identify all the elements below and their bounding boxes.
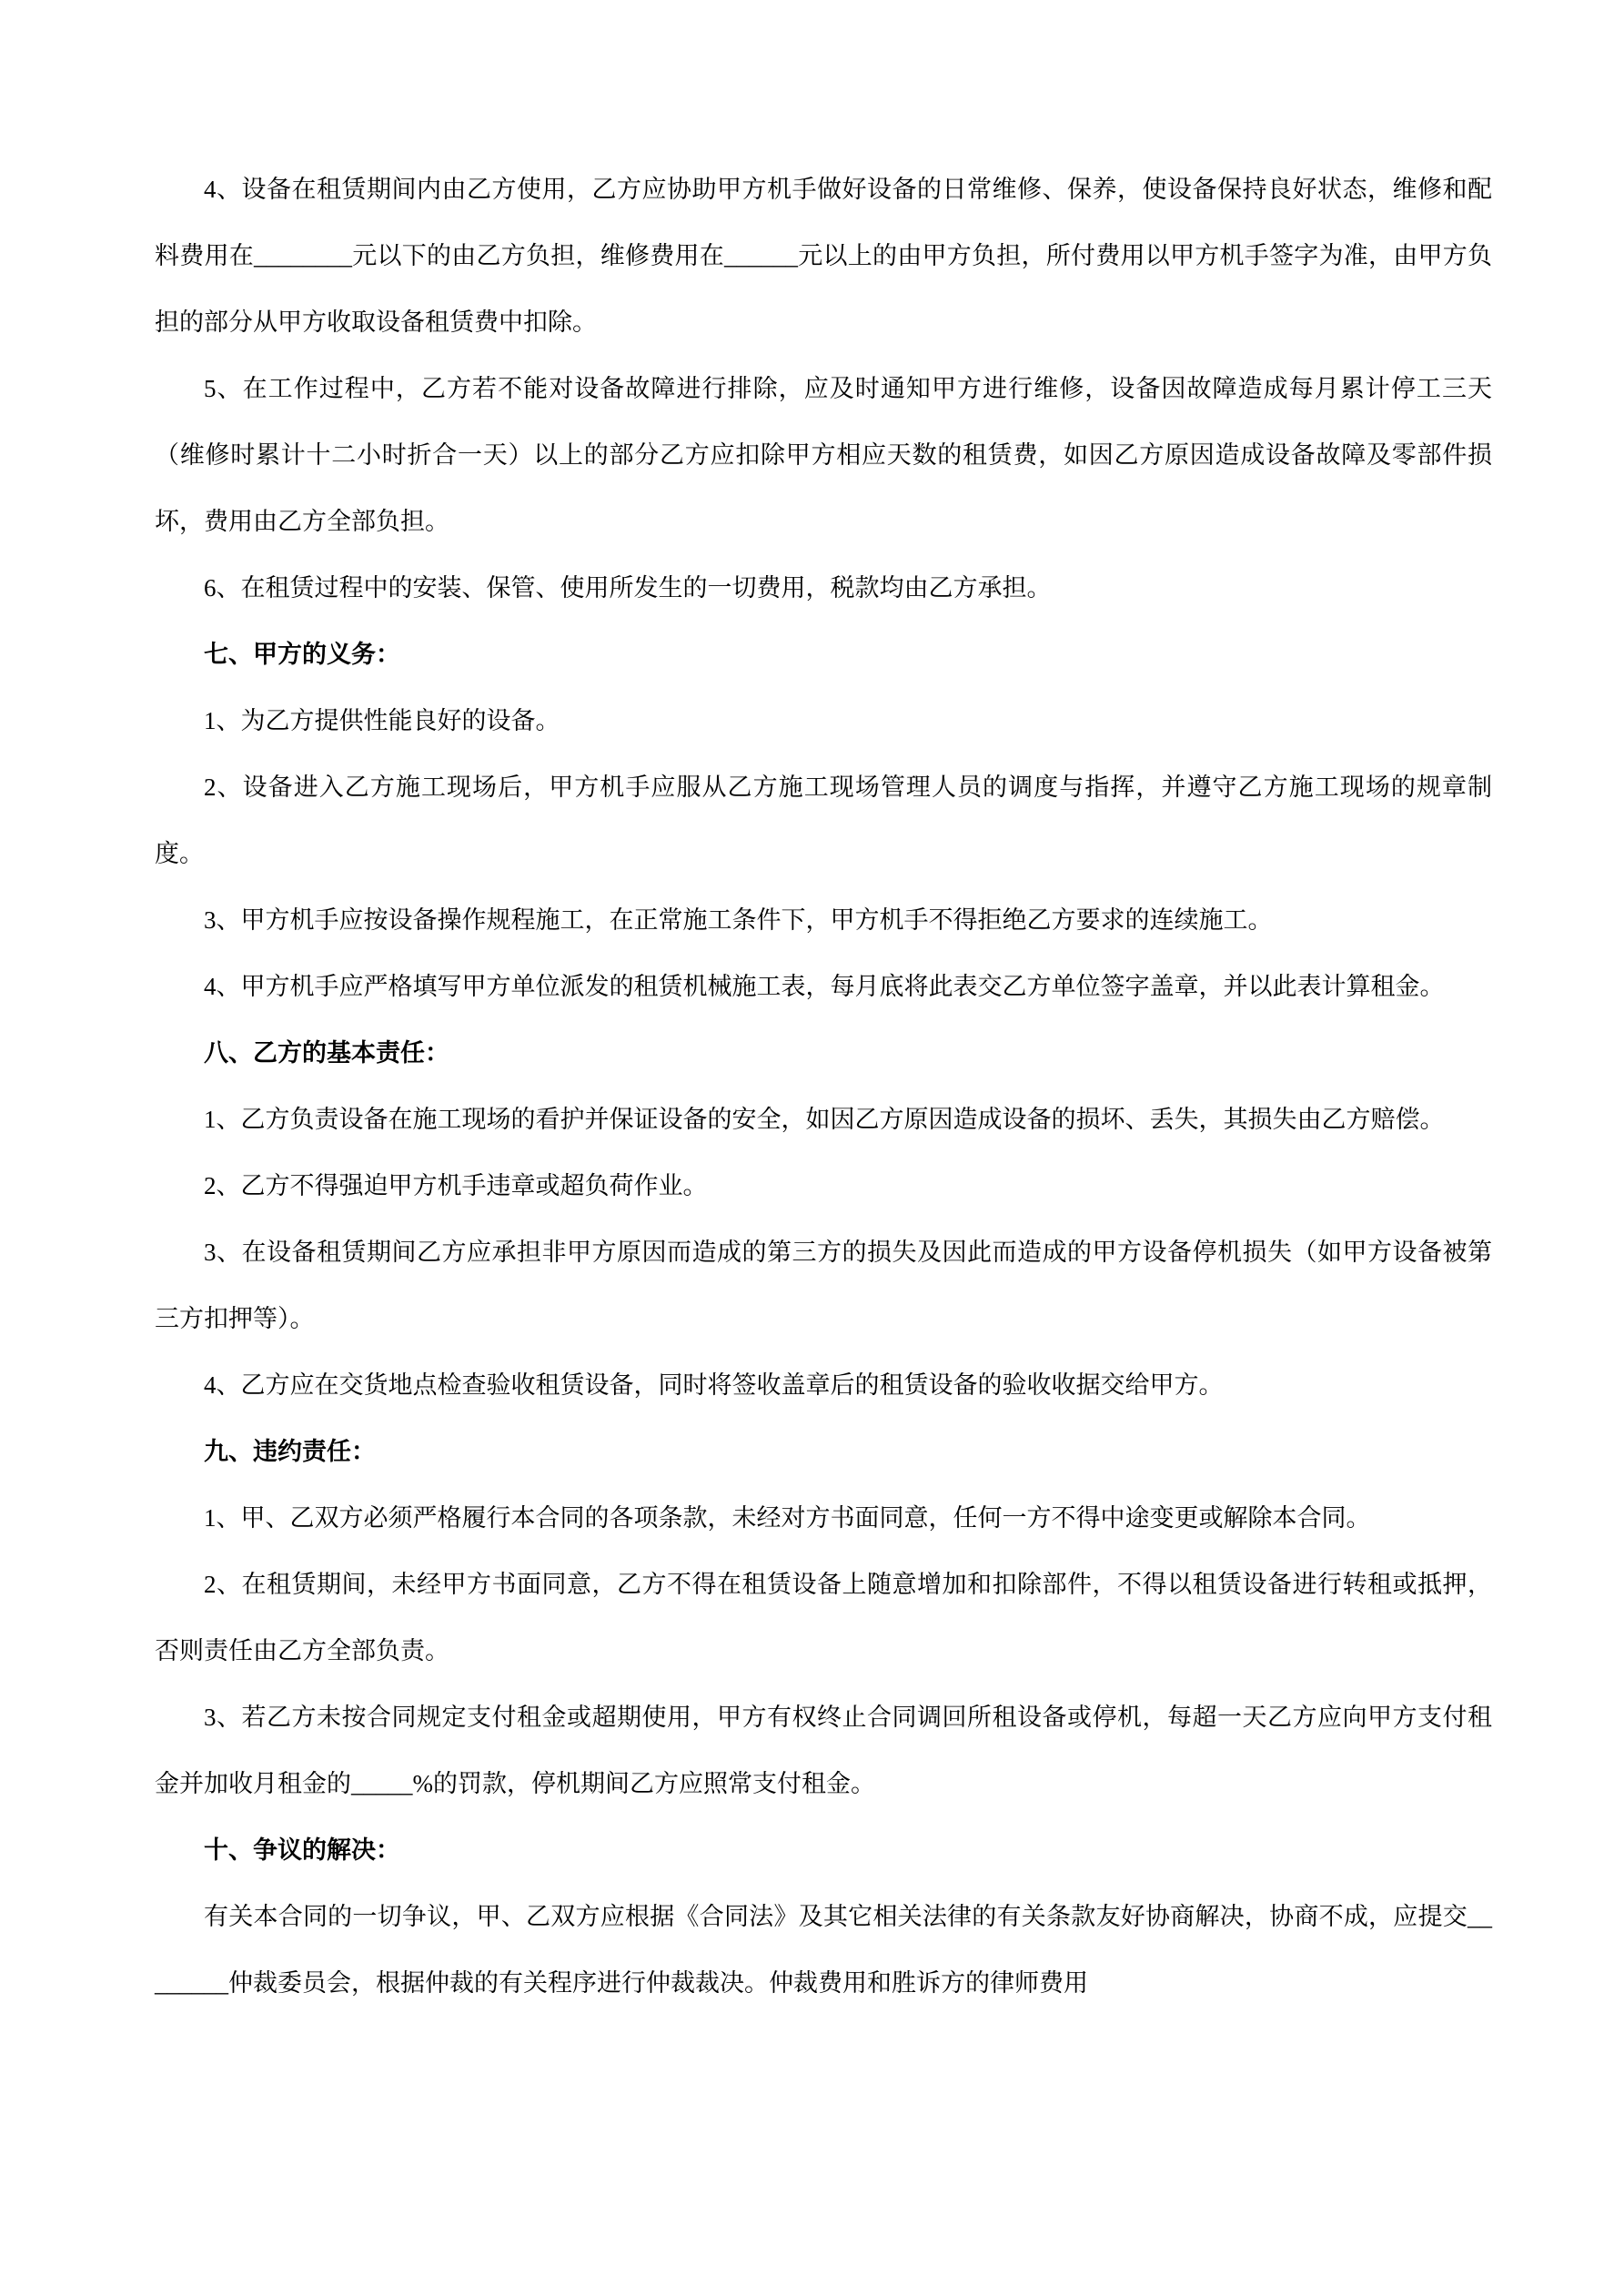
clause-paragraph: 有关本合同的一切争议，甲、乙双方应根据《合同法》及其它相关法律的有关条款友好协商解决，协商不成，应提交________仲裁委员会，根据仲裁的有关程序进行仲裁裁决。仲裁费用和胜诉方的律师费用: [155, 1903, 1492, 1997]
clause-paragraph: 2、乙方不得强迫甲方机手违章或超负荷作业。: [204, 1172, 708, 1199]
clause-paragraph: 4、甲方机手应严格填写甲方单位派发的租赁机械施工表，每月底将此表交乙方单位签字盖章，并以此表计算租金。: [204, 973, 1445, 1000]
clause-paragraph: 3、若乙方未按合同规定支付租金或超期使用，甲方有权终止合同调回所租设备或停机，每超一天乙方应向甲方支付租金并加收月租金的_____%的罚款，停机期间乙方应照常支付租金。: [155, 1704, 1492, 1797]
clause-paragraph: 3、在设备租赁期间乙方应承担非甲方原因而造成的第三方的损失及因此而造成的甲方设备停机损失（如甲方设备被第三方扣押等）。: [155, 1239, 1492, 1332]
section-heading: 七、甲方的义务：: [204, 641, 400, 668]
clause-paragraph: 3、甲方机手应按设备操作规程施工，在正常施工条件下，甲方机手不得拒绝乙方要求的连续施工。: [204, 906, 1273, 934]
section-heading: 十、争议的解决：: [204, 1836, 400, 1864]
clause-paragraph: 2、在租赁期间，未经甲方书面同意，乙方不得在租赁设备上随意增加和扣除部件，不得以租赁设备进行转租或抵押，否则责任由乙方全部负责。: [155, 1571, 1492, 1664]
clause-paragraph: 1、为乙方提供性能良好的设备。: [204, 707, 560, 734]
clause-paragraph: 4、乙方应在交货地点检查验收租赁设备，同时将签收盖章后的租赁设备的验收收据交给甲方。: [204, 1371, 1224, 1399]
section-heading: 八、乙方的基本责任：: [204, 1039, 449, 1067]
clause-paragraph: 5、在工作过程中，乙方若不能对设备故障进行排除，应及时通知甲方进行维修，设备因故障造成每月累计停工三天（维修时累计十二小时折合一天）以上的部分乙方应扣除甲方相应天数的租赁费，如因乙方原因造成设备故障及零部件损坏，费用由乙方全部负担。: [155, 375, 1492, 535]
clause-paragraph: 1、甲、乙双方必须严格履行本合同的各项条款，未经对方书面同意，任何一方不得中途变更或解除本合同。: [204, 1504, 1371, 1532]
clause-paragraph: 1、乙方负责设备在施工现场的看护并保证设备的安全，如因乙方原因造成设备的损坏、丢失，其损失由乙方赔偿。: [204, 1106, 1445, 1133]
clause-paragraph: 6、在租赁过程中的安装、保管、使用所发生的一切费用，税款均由乙方承担。: [204, 574, 1052, 602]
clause-paragraph: 4、设备在租赁期间内由乙方使用，乙方应协助甲方机手做好设备的日常维修、保养，使设备保持良好状态，维修和配料费用在________元以下的由乙方负担，维修费用在______元以上的由甲方负担，所付费用以甲方机手签字为准，由甲方负担的部分从甲方收取设备租赁费中扣除。: [155, 176, 1492, 336]
section-heading: 九、违约责任：: [204, 1438, 376, 1465]
clause-paragraph: 2、设备进入乙方施工现场后，甲方机手应服从乙方施工现场管理人员的调度与指挥，并遵守乙方施工现场的规章制度。: [155, 774, 1492, 867]
